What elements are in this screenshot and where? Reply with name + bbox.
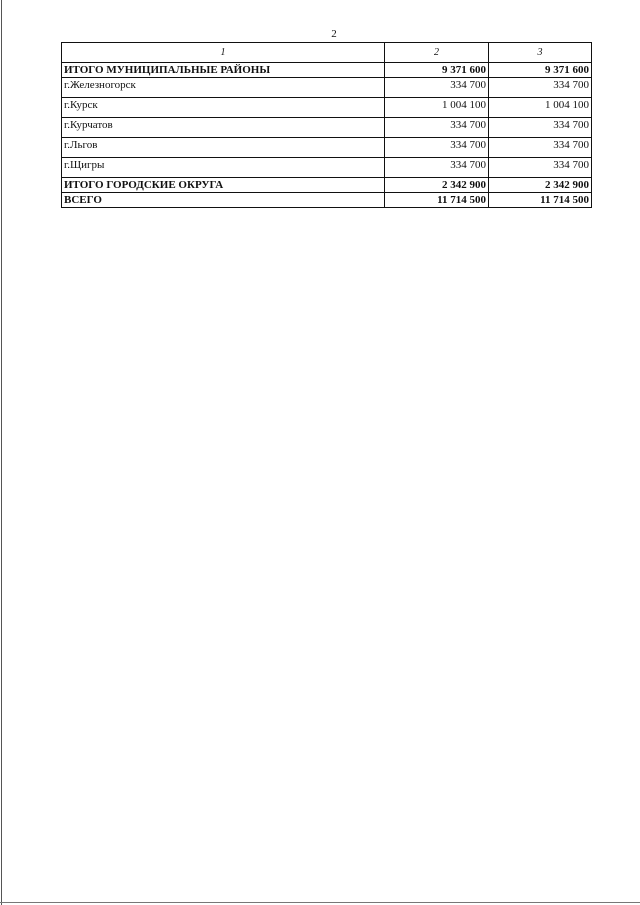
scan-edge-left (1, 0, 2, 905)
page-number: 2 (331, 28, 337, 40)
row-value-col3: 334 700 (489, 118, 592, 138)
table-row (62, 158, 592, 178)
budget-table (61, 42, 592, 208)
row-value-col2: 334 700 (385, 138, 489, 158)
row-value-col2: 1 004 100 (385, 98, 489, 118)
row-value-col2: 334 700 (385, 158, 489, 178)
table-row (62, 98, 592, 118)
scan-edge-bottom (0, 902, 640, 903)
row-name: г.Льгов (62, 138, 385, 158)
row-name: г.Курск (62, 98, 385, 118)
row-value-col3: 9 371 600 (489, 63, 592, 78)
column-header-2: 2 (385, 43, 489, 63)
row-name: ИТОГО МУНИЦИПАЛЬНЫЕ РАЙОНЫ (62, 63, 385, 78)
column-header-3: 3 (489, 43, 592, 63)
row-value-col2: 9 371 600 (385, 63, 489, 78)
table-row (62, 78, 592, 98)
table-row-total-city-districts (62, 178, 592, 193)
table-row-total-municipal-districts (62, 63, 592, 78)
row-value-col2: 334 700 (385, 78, 489, 98)
row-value-col2: 2 342 900 (385, 178, 489, 193)
row-value-col3: 334 700 (489, 78, 592, 98)
table-row (62, 138, 592, 158)
row-value-col3: 2 342 900 (489, 178, 592, 193)
row-value-col3: 334 700 (489, 138, 592, 158)
row-name: ВСЕГО (62, 193, 385, 208)
row-name: г.Курчатов (62, 118, 385, 138)
row-value-col3: 334 700 (489, 158, 592, 178)
row-name: г.Щигры (62, 158, 385, 178)
row-value-col2: 11 714 500 (385, 193, 489, 208)
row-name: г.Железногорск (62, 78, 385, 98)
table-header-row (62, 43, 592, 63)
row-name: ИТОГО ГОРОДСКИЕ ОКРУГА (62, 178, 385, 193)
table-row-grand-total (62, 193, 592, 208)
row-value-col3: 11 714 500 (489, 193, 592, 208)
row-value-col3: 1 004 100 (489, 98, 592, 118)
column-header-1: 1 (62, 43, 385, 63)
row-value-col2: 334 700 (385, 118, 489, 138)
table-row (62, 118, 592, 138)
